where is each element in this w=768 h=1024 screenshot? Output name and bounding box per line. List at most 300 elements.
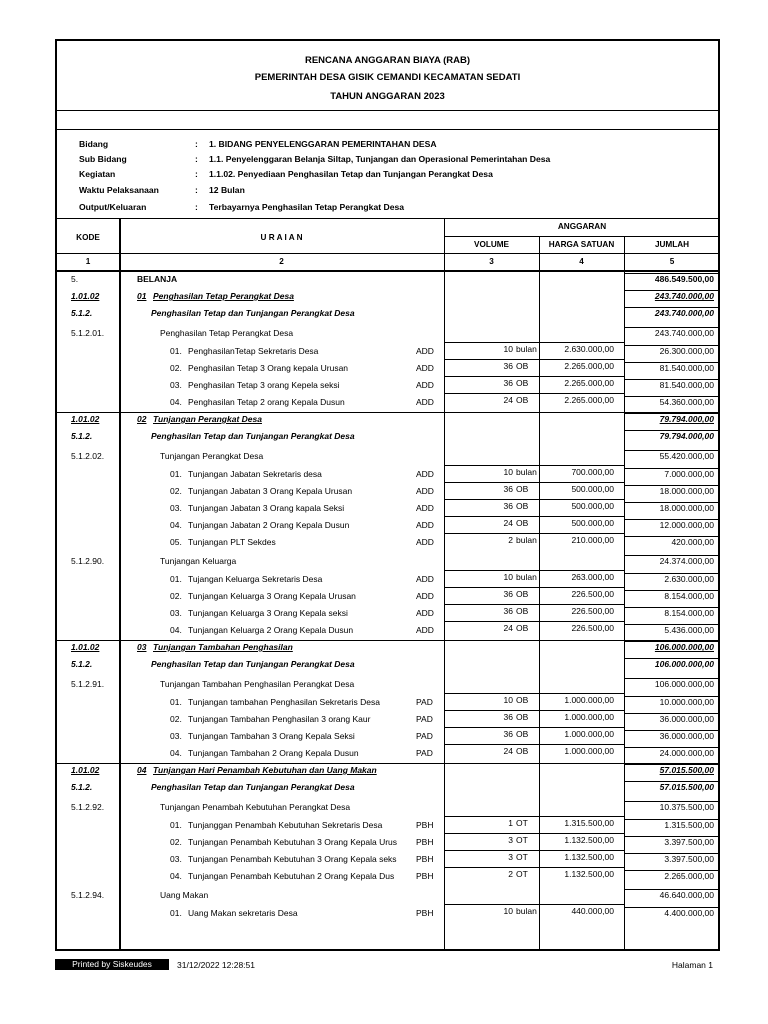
row-unit: bulan bbox=[516, 906, 537, 916]
row-uraian: Penghasilan Tetap dan Tunjangan Perangkat Desa bbox=[151, 308, 355, 318]
hdr-anggaran: ANGGARAN bbox=[557, 222, 607, 231]
row-source: PAD bbox=[416, 748, 433, 758]
row-uraian: Tunjangan Jabatan 3 Orang kapala Seksi bbox=[188, 503, 345, 513]
row-source: ADD bbox=[416, 608, 434, 618]
row-volume: 36 bbox=[503, 361, 513, 371]
row-item-num: 01. bbox=[170, 346, 182, 356]
info-label: Output/Keluaran bbox=[79, 202, 147, 212]
col-num-3: 3 bbox=[489, 257, 494, 266]
row-unit: OB bbox=[516, 589, 529, 599]
row-group-num: 01 bbox=[137, 291, 147, 301]
row-source: PBH bbox=[416, 820, 434, 830]
row-volume: 36 bbox=[503, 484, 513, 494]
row-uraian: Tunjangan Hari Penambah Kebutuhan dan Uang Makan bbox=[153, 765, 377, 775]
row-harga: 226.500,00 bbox=[571, 606, 614, 616]
cell-border bbox=[624, 624, 720, 639]
row-item-num: 01. bbox=[170, 469, 182, 479]
cell-border bbox=[624, 396, 720, 411]
row-harga: 500.000,00 bbox=[571, 501, 614, 511]
row-kode: 5. bbox=[71, 274, 79, 284]
doc-title: RENCANA ANGGARAN BIAYA (RAB) bbox=[304, 55, 471, 66]
row-volume: 36 bbox=[503, 712, 513, 722]
table-row bbox=[57, 780, 718, 797]
table-row bbox=[57, 306, 718, 323]
cell-border bbox=[624, 430, 720, 445]
row-volume: 3 bbox=[508, 852, 513, 862]
row-unit: bulan bbox=[516, 572, 537, 582]
row-volume: 24 bbox=[503, 518, 513, 528]
cell-border bbox=[624, 536, 720, 551]
info-colon: : bbox=[195, 169, 198, 179]
row-unit: OB bbox=[516, 484, 529, 494]
cell-border bbox=[624, 764, 720, 779]
divider bbox=[444, 236, 720, 237]
row-jumlah: 420.000,00 bbox=[671, 537, 714, 547]
row-unit: OB bbox=[516, 606, 529, 616]
row-jumlah: 106.000.000,00 bbox=[654, 659, 714, 669]
cell-border bbox=[624, 713, 720, 728]
row-harga: 500.000,00 bbox=[571, 484, 614, 494]
row-uraian: Penghasilan Tetap dan Tunjangan Perangkat Desa bbox=[151, 431, 355, 441]
cell-border bbox=[624, 836, 720, 851]
row-volume: 10 bbox=[503, 344, 513, 354]
row-volume: 36 bbox=[503, 729, 513, 739]
row-item-num: 04. bbox=[170, 625, 182, 635]
row-source: ADD bbox=[416, 537, 434, 547]
row-jumlah: 24.000.000,00 bbox=[659, 748, 714, 758]
row-harga: 1.132.500,00 bbox=[564, 835, 614, 845]
info-colon: : bbox=[195, 154, 198, 164]
cell-border bbox=[444, 587, 624, 588]
row-jumlah: 81.540.000,00 bbox=[659, 363, 714, 373]
row-unit: OB bbox=[516, 695, 529, 705]
cell-border bbox=[624, 907, 720, 922]
row-volume: 36 bbox=[503, 589, 513, 599]
row-jumlah: 8.154.000,00 bbox=[664, 608, 714, 618]
cell-border bbox=[444, 393, 624, 394]
info-label: Bidang bbox=[79, 139, 109, 149]
row-kode: 1.01.02 bbox=[71, 291, 100, 301]
row-volume: 10 bbox=[503, 467, 513, 477]
cell-border bbox=[624, 327, 720, 343]
cell-border bbox=[624, 290, 720, 305]
info-value: Terbayarnya Penghasilan Tetap Perangkat Desa bbox=[209, 202, 405, 212]
row-jumlah: 486.549.500,00 bbox=[654, 274, 714, 284]
cell-border bbox=[624, 519, 720, 534]
row-uraian: Tunjangan Keluarga 2 Orang Kepala Dusun bbox=[188, 625, 354, 635]
row-source: PBH bbox=[416, 871, 434, 881]
cell-border bbox=[624, 502, 720, 517]
row-source: ADD bbox=[416, 363, 434, 373]
row-source: PAD bbox=[416, 697, 433, 707]
row-kode: 5.1.2. bbox=[71, 431, 93, 441]
row-unit: OB bbox=[516, 746, 529, 756]
cell-border bbox=[444, 727, 624, 728]
row-jumlah: 18.000.000,00 bbox=[659, 503, 714, 513]
row-uraian: Tunjangan tambahan Penghasilan Sekretaris Desa bbox=[188, 697, 381, 707]
table-row bbox=[57, 746, 718, 763]
cell-border bbox=[444, 533, 624, 534]
info-row bbox=[57, 185, 718, 197]
table-row bbox=[57, 324, 718, 341]
row-volume: 36 bbox=[503, 501, 513, 511]
row-unit: OB bbox=[516, 729, 529, 739]
row-uraian: Penghasilan Tetap Perangkat Desa bbox=[160, 328, 294, 338]
cell-border bbox=[444, 465, 624, 466]
row-kode: 5.1.2.01. bbox=[71, 328, 105, 338]
info-label: Waktu Pelaksanaan bbox=[79, 185, 159, 195]
cell-border bbox=[624, 781, 720, 796]
cell-border bbox=[444, 904, 624, 905]
info-label: Kegiatan bbox=[79, 169, 116, 179]
row-harga: 2.630.000,00 bbox=[564, 344, 614, 354]
row-uraian: Penghasilan Tetap dan Tunjangan Perangkat Desa bbox=[151, 659, 355, 669]
info-value: 1. BIDANG PENYELENGGARAN PEMERINTAHAN DESA bbox=[209, 139, 437, 149]
cell-border bbox=[444, 359, 624, 360]
table-row bbox=[57, 763, 718, 780]
table-row bbox=[57, 272, 718, 289]
table-row bbox=[57, 535, 718, 552]
cell-border bbox=[444, 816, 624, 817]
cell-border bbox=[624, 573, 720, 588]
cell-border bbox=[444, 376, 624, 377]
row-harga: 1.000.000,00 bbox=[564, 746, 614, 756]
row-harga: 2.265.000,00 bbox=[564, 361, 614, 371]
row-jumlah: 26.300.000,00 bbox=[659, 346, 714, 356]
row-volume: 2 bbox=[508, 869, 513, 879]
row-uraian: Tunjangan Keluarga bbox=[160, 556, 237, 566]
cell-border bbox=[444, 570, 624, 571]
row-harga: 1.000.000,00 bbox=[564, 729, 614, 739]
doc-subtitle: PEMERINTAH DESA GISIK CEMANDI KECAMATAN SEDATI bbox=[254, 72, 521, 83]
table-row bbox=[57, 395, 718, 412]
row-kode: 1.01.02 bbox=[71, 765, 100, 775]
row-harga: 1.000.000,00 bbox=[564, 712, 614, 722]
row-item-num: 01. bbox=[170, 820, 182, 830]
row-kode: 5.1.2.92. bbox=[71, 802, 105, 812]
row-jumlah: 57.015.500,00 bbox=[659, 782, 714, 792]
row-item-num: 02. bbox=[170, 714, 182, 724]
row-unit: OB bbox=[516, 623, 529, 633]
row-uraian: Uang Makan sekretaris Desa bbox=[188, 908, 298, 918]
row-uraian: Tunjanggan Penambah Kebutuhan Sekretaris Desa bbox=[188, 820, 383, 830]
row-harga: 500.000,00 bbox=[571, 518, 614, 528]
divider bbox=[57, 218, 718, 219]
row-jumlah: 46.640.000,00 bbox=[659, 890, 714, 900]
row-uraian: Tunjangan Jabatan 3 Orang Kepala Urusan bbox=[188, 486, 353, 496]
row-uraian: Tunjangan Keluarga 3 Orang Kepala seksi bbox=[188, 608, 348, 618]
row-harga: 2.265.000,00 bbox=[564, 378, 614, 388]
table-row bbox=[57, 552, 718, 569]
cell-border bbox=[444, 499, 624, 500]
row-uraian: Tunjangan Jabatan 2 Orang Kepala Dusun bbox=[188, 520, 350, 530]
cell-border bbox=[624, 607, 720, 622]
row-unit: bulan bbox=[516, 467, 537, 477]
row-source: ADD bbox=[416, 625, 434, 635]
table-row bbox=[57, 623, 718, 640]
table-row bbox=[57, 906, 718, 923]
row-harga: 2.265.000,00 bbox=[564, 395, 614, 405]
row-uraian: Tunjangan Perangkat Desa bbox=[160, 451, 264, 461]
col-num-4: 4 bbox=[579, 257, 584, 266]
cell-border bbox=[624, 379, 720, 394]
row-volume: 10 bbox=[503, 695, 513, 705]
row-jumlah: 2.265.000,00 bbox=[664, 871, 714, 881]
info-colon: : bbox=[195, 202, 198, 212]
row-uraian: Penghasilan Tetap 2 orang Kepala Dusun bbox=[188, 397, 345, 407]
info-label: Sub Bidang bbox=[79, 154, 127, 164]
row-jumlah: 54.360.000,00 bbox=[659, 397, 714, 407]
row-kode: 5.1.2. bbox=[71, 782, 93, 792]
row-kode: 5.1.2.02. bbox=[71, 451, 105, 461]
row-volume: 24 bbox=[503, 623, 513, 633]
cell-border bbox=[444, 482, 624, 483]
row-unit: OT bbox=[516, 835, 528, 845]
row-jumlah: 2.630.000,00 bbox=[664, 574, 714, 584]
cell-border bbox=[624, 678, 720, 694]
row-jumlah: 81.540.000,00 bbox=[659, 380, 714, 390]
row-source: ADD bbox=[416, 486, 434, 496]
rab-sheet bbox=[55, 39, 720, 951]
row-harga: 210.000,00 bbox=[571, 535, 614, 545]
row-unit: OB bbox=[516, 712, 529, 722]
col-num-1: 1 bbox=[85, 257, 91, 266]
table-row bbox=[57, 412, 718, 429]
cell-border bbox=[624, 641, 720, 656]
row-unit: OB bbox=[516, 501, 529, 511]
row-harga: 1.000.000,00 bbox=[564, 695, 614, 705]
info-colon: : bbox=[195, 139, 198, 149]
table-row bbox=[57, 289, 718, 306]
row-item-num: 02. bbox=[170, 591, 182, 601]
row-item-num: 02. bbox=[170, 837, 182, 847]
row-item-num: 04. bbox=[170, 520, 182, 530]
table-row bbox=[57, 886, 718, 903]
row-uraian: Tunjangan Tambahan 2 Orang Kepala Dusun bbox=[188, 748, 359, 758]
row-jumlah: 243.740.000,00 bbox=[654, 328, 714, 338]
row-jumlah: 79.794.000,00 bbox=[659, 414, 714, 424]
row-source: ADD bbox=[416, 520, 434, 530]
cell-border bbox=[624, 658, 720, 673]
row-volume: 24 bbox=[503, 395, 513, 405]
cell-border bbox=[444, 621, 624, 622]
row-harga: 440.000,00 bbox=[571, 906, 614, 916]
cell-border bbox=[624, 801, 720, 817]
row-uraian: Tujangan Keluarga Sekretaris Desa bbox=[188, 574, 323, 584]
row-jumlah: 57.015.500,00 bbox=[659, 765, 714, 775]
col-num-2: 2 bbox=[279, 257, 284, 266]
row-jumlah: 243.740.000,00 bbox=[654, 308, 714, 318]
info-value: 1.1.02. Penyediaan Penghasilan Tetap dan Tunjangan Perangkat Desa bbox=[209, 169, 493, 179]
row-uraian: Penghasilan Tetap 3 Orang kepala Urusan bbox=[188, 363, 349, 373]
row-item-num: 03. bbox=[170, 380, 182, 390]
cell-border bbox=[444, 342, 624, 343]
info-value: 12 Bulan bbox=[209, 185, 245, 195]
row-group-num: 04 bbox=[137, 765, 147, 775]
cell-border bbox=[624, 889, 720, 905]
doc-year: TAHUN ANGGARAN 2023 bbox=[330, 91, 445, 102]
table-row bbox=[57, 447, 718, 464]
row-jumlah: 106.000.000,00 bbox=[654, 679, 714, 689]
cell-border bbox=[624, 730, 720, 745]
cell-border bbox=[624, 819, 720, 834]
row-source: ADD bbox=[416, 380, 434, 390]
hdr-harga: HARGA SATUAN bbox=[548, 240, 615, 249]
divider bbox=[57, 253, 718, 254]
cell-border bbox=[444, 833, 624, 834]
row-group-num: 02 bbox=[137, 414, 147, 424]
row-source: PAD bbox=[416, 731, 433, 741]
info-row bbox=[57, 169, 718, 181]
row-jumlah: 36.000.000,00 bbox=[659, 714, 714, 724]
row-source: ADD bbox=[416, 469, 434, 479]
row-unit: bulan bbox=[516, 535, 537, 545]
row-uraian: Tunjangan Perangkat Desa bbox=[153, 414, 262, 424]
row-uraian: Tunjangan Jabatan Sekretaris desa bbox=[188, 469, 322, 479]
row-jumlah: 10.000.000,00 bbox=[659, 697, 714, 707]
row-kode: 5.1.2. bbox=[71, 308, 93, 318]
row-uraian: Tunjangan PLT Sekdes bbox=[188, 537, 276, 547]
page-number: Halaman 1 bbox=[671, 960, 713, 970]
row-volume: 3 bbox=[508, 835, 513, 845]
row-kode: 1.01.02 bbox=[71, 414, 100, 424]
row-volume: 10 bbox=[503, 572, 513, 582]
row-harga: 1.315.500,00 bbox=[564, 818, 614, 828]
row-harga: 1.132.500,00 bbox=[564, 869, 614, 879]
row-uraian: Uang Makan bbox=[160, 890, 209, 900]
cell-border bbox=[624, 853, 720, 868]
cell-border bbox=[444, 867, 624, 868]
row-item-num: 05. bbox=[170, 537, 182, 547]
row-source: PBH bbox=[416, 908, 434, 918]
row-source: ADD bbox=[416, 591, 434, 601]
table-row bbox=[57, 869, 718, 886]
row-unit: OB bbox=[516, 518, 529, 528]
hdr-volume: VOLUME bbox=[473, 240, 510, 249]
table-row bbox=[57, 657, 718, 674]
row-kode: 5.1.2.94. bbox=[71, 890, 105, 900]
hdr-uraian: U R A I A N bbox=[260, 233, 303, 242]
table-row bbox=[57, 429, 718, 446]
row-harga: 226.500,00 bbox=[571, 623, 614, 633]
table-row bbox=[57, 640, 718, 657]
row-jumlah: 24.374.000,00 bbox=[659, 556, 714, 566]
row-jumlah: 3.397.500,00 bbox=[664, 854, 714, 864]
row-uraian: Penghasilan Tetap 3 orang Kepela seksi bbox=[188, 380, 340, 390]
row-unit: OT bbox=[516, 869, 528, 879]
row-item-num: 03. bbox=[170, 503, 182, 513]
row-volume: 24 bbox=[503, 746, 513, 756]
row-jumlah: 8.154.000,00 bbox=[664, 591, 714, 601]
row-uraian: Tunjangan Penambah Kebutuhan 3 Orang Kepala seks bbox=[188, 854, 397, 864]
row-kode: 5.1.2. bbox=[71, 659, 93, 669]
cell-border bbox=[444, 604, 624, 605]
row-uraian: PenghasilanTetap Sekretaris Desa bbox=[188, 346, 319, 356]
row-item-num: 03. bbox=[170, 608, 182, 618]
row-jumlah: 5.436.000,00 bbox=[664, 625, 714, 635]
row-kode: 1.01.02 bbox=[71, 642, 100, 652]
cell-border bbox=[624, 362, 720, 377]
row-uraian: Tunjangan Tambahan 3 Orang Kepala Seksi bbox=[188, 731, 355, 741]
row-unit: OT bbox=[516, 852, 528, 862]
cell-border bbox=[444, 850, 624, 851]
row-jumlah: 12.000.000,00 bbox=[659, 520, 714, 530]
row-item-num: 02. bbox=[170, 486, 182, 496]
row-jumlah: 10.375.500,00 bbox=[659, 802, 714, 812]
row-uraian: Tunjangan Tambahan Penghasilan Perangkat Desa bbox=[160, 679, 355, 689]
row-jumlah: 1.315.500,00 bbox=[664, 820, 714, 830]
row-unit: bulan bbox=[516, 344, 537, 354]
row-volume: 36 bbox=[503, 378, 513, 388]
row-uraian: Tunjangan Tambahan Penghasilan bbox=[153, 642, 293, 652]
table-row bbox=[57, 675, 718, 692]
row-harga: 226.500,00 bbox=[571, 589, 614, 599]
row-jumlah: 18.000.000,00 bbox=[659, 486, 714, 496]
col-num-5: 5 bbox=[669, 257, 675, 266]
row-jumlah: 4.400.000,00 bbox=[664, 908, 714, 918]
row-jumlah: 36.000.000,00 bbox=[659, 731, 714, 741]
row-volume: 10 bbox=[503, 906, 513, 916]
row-volume: 36 bbox=[503, 606, 513, 616]
row-source: ADD bbox=[416, 503, 434, 513]
row-jumlah: 3.397.500,00 bbox=[664, 837, 714, 847]
cell-border bbox=[444, 744, 624, 745]
row-kode: 5.1.2.91. bbox=[71, 679, 105, 689]
cell-border bbox=[624, 590, 720, 605]
row-unit: OT bbox=[516, 818, 528, 828]
info-row bbox=[57, 202, 718, 214]
row-uraian: Tunjangan Penambah Kebutuhan Perangkat Desa bbox=[160, 802, 351, 812]
printed-by-badge: Printed by Siskeudes bbox=[55, 959, 169, 970]
cell-border bbox=[624, 413, 720, 428]
row-volume: 2 bbox=[508, 535, 513, 545]
row-unit: OB bbox=[516, 378, 529, 388]
row-item-num: 04. bbox=[170, 748, 182, 758]
row-item-num: 01. bbox=[170, 574, 182, 584]
cell-border bbox=[444, 516, 624, 517]
row-source: ADD bbox=[416, 574, 434, 584]
divider bbox=[57, 110, 718, 111]
row-volume: 1 bbox=[508, 818, 513, 828]
cell-border bbox=[624, 870, 720, 885]
row-harga: 1.132.500,00 bbox=[564, 852, 614, 862]
row-uraian: Tunjangan Keluarga 3 Orang Kepala Urusan bbox=[188, 591, 356, 601]
row-jumlah: 106.000.000,00 bbox=[654, 642, 714, 652]
row-source: ADD bbox=[416, 397, 434, 407]
cell-border bbox=[624, 273, 720, 288]
hdr-kode: KODE bbox=[76, 233, 100, 242]
cell-border bbox=[624, 345, 720, 360]
row-unit: OB bbox=[516, 395, 529, 405]
row-harga: 700.000,00 bbox=[571, 467, 614, 477]
hdr-jumlah: JUMLAH bbox=[654, 240, 690, 249]
cell-border bbox=[444, 693, 624, 694]
row-jumlah: 243.740.000,00 bbox=[654, 291, 714, 301]
print-datetime: 31/12/2022 12:28:51 bbox=[177, 960, 255, 970]
cell-border bbox=[624, 307, 720, 322]
info-value: 1.1. Penyelenggaran Belanja Siltap, Tunjangan dan Operasional Pemerintahan Desa bbox=[209, 154, 551, 164]
row-item-num: 02. bbox=[170, 363, 182, 373]
row-kode: 5.1.2.90. bbox=[71, 556, 105, 566]
row-unit: OB bbox=[516, 361, 529, 371]
row-source: ADD bbox=[416, 346, 434, 356]
cell-border bbox=[624, 450, 720, 466]
cell-border bbox=[624, 696, 720, 711]
divider bbox=[57, 129, 718, 130]
row-item-num: 01. bbox=[170, 697, 182, 707]
row-item-num: 01. bbox=[170, 908, 182, 918]
info-colon: : bbox=[195, 185, 198, 195]
